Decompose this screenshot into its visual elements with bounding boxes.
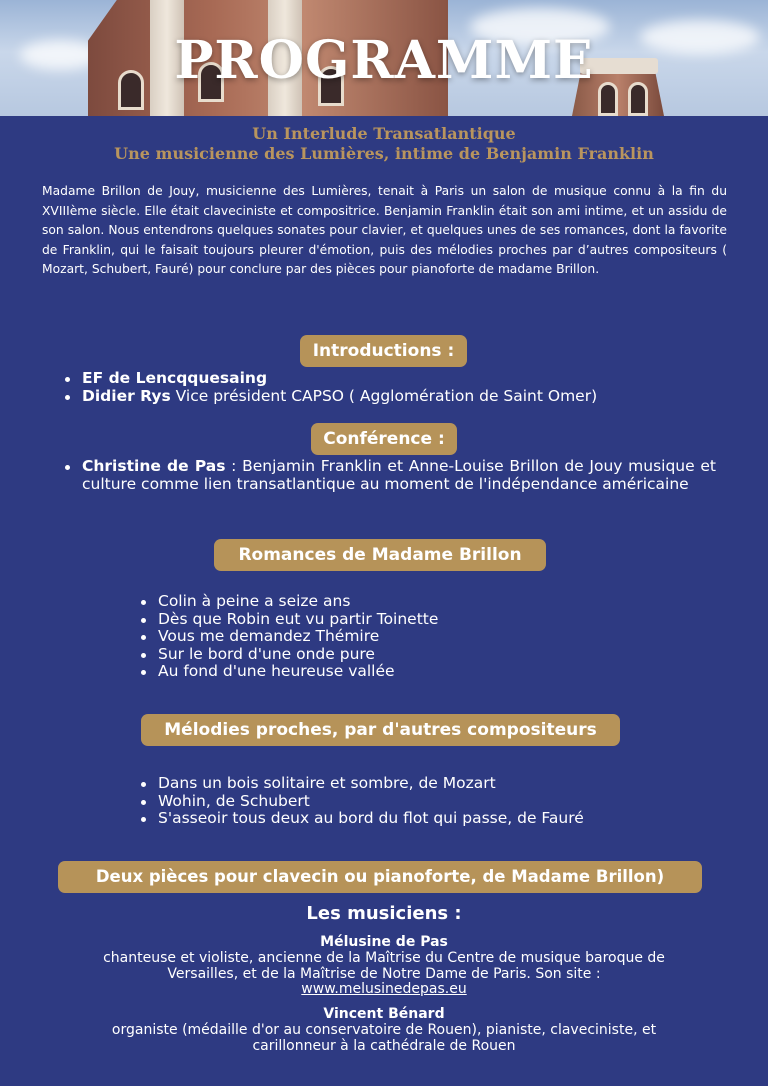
intro-paragraph: Madame Brillon de Jouy, musicienne des Lumières, tenait à Paris un salon de musique connu à la fin du XVIIIème siècle. Elle était claveciniste et compositrice. Benjamin Franklin était son ami intime, et un assidu de son salon. Nous entendrons quelques sonates pour clavier, et quelques unes de ses romances, dont la favorite de Franklin, qui le faisait toujours pleurer d'émotion, puis des mélodies proches par d’autres compositeurs ( Mozart, Schubert, Fauré) pour conclure par des pièces pour pianoforte de madame Brillon.: [42, 184, 727, 277]
musician-name: Mélusine de Pas: [320, 934, 448, 950]
list-item: Au fond d'une heureuse vallée: [139, 663, 699, 681]
page-title: PROGRAMME: [174, 30, 594, 91]
pieces-heading: Deux pièces pour clavecin ou pianoforte, de Madame Brillon): [58, 861, 702, 893]
conference-heading: Conférence :: [311, 423, 457, 455]
list-item: Christine de Pas : Benjamin Franklin et Anne-Louise Brillon de Jouy musique et culture comme lien transatlantique au moment de l'indépendance américaine: [63, 458, 716, 493]
musicians-heading: Les musiciens :: [306, 903, 462, 924]
melodies-heading: Mélodies proches, par d'autres compositeurs: [141, 714, 620, 746]
list-item: Sur le bord d'une onde pure: [139, 646, 699, 664]
list-item: Wohin, de Schubert: [139, 793, 739, 811]
conference-list: [63, 458, 716, 493]
list-item: Didier Rys Vice président CAPSO ( Agglomération de Saint Omer): [63, 388, 723, 406]
musician-name: Vincent Bénard: [323, 1006, 445, 1022]
introductions-list: [63, 370, 723, 405]
list-item: Dans un bois solitaire et sombre, de Mozart: [139, 775, 739, 793]
musician-description: Versailles, et de la Maîtrise de Notre Dame de Paris. Son site :: [167, 966, 601, 982]
subtitle-line-2: Une musicienne des Lumières, intime de Benjamin Franklin: [114, 144, 654, 163]
musician-description: carillonneur à la cathédrale de Rouen: [252, 1038, 516, 1054]
romances-heading: Romances de Madame Brillon: [214, 539, 546, 571]
list-item: Colin à peine a seize ans: [139, 593, 699, 611]
list-item: Vous me demandez Thémire: [139, 628, 699, 646]
romances-list: [139, 593, 699, 681]
list-item: EF de Lencqquesaing: [63, 370, 723, 388]
introductions-heading: Introductions :: [300, 335, 467, 367]
list-item: Dès que Robin eut vu partir Toinette: [139, 611, 699, 629]
list-item: S'asseoir tous deux au bord du flot qui passe, de Fauré: [139, 810, 739, 828]
musician-description: organiste (médaille d'or au conservatoire de Rouen), pianiste, claveciniste, et: [111, 1022, 657, 1038]
musician-description: chanteuse et violiste, ancienne de la Maîtrise du Centre de musique baroque de: [103, 950, 665, 966]
musician-website-link[interactable]: www.melusinedepas.eu: [301, 981, 467, 997]
subtitle-line-1: Un Interlude Transatlantique: [252, 124, 516, 143]
melodies-list: [139, 775, 739, 828]
